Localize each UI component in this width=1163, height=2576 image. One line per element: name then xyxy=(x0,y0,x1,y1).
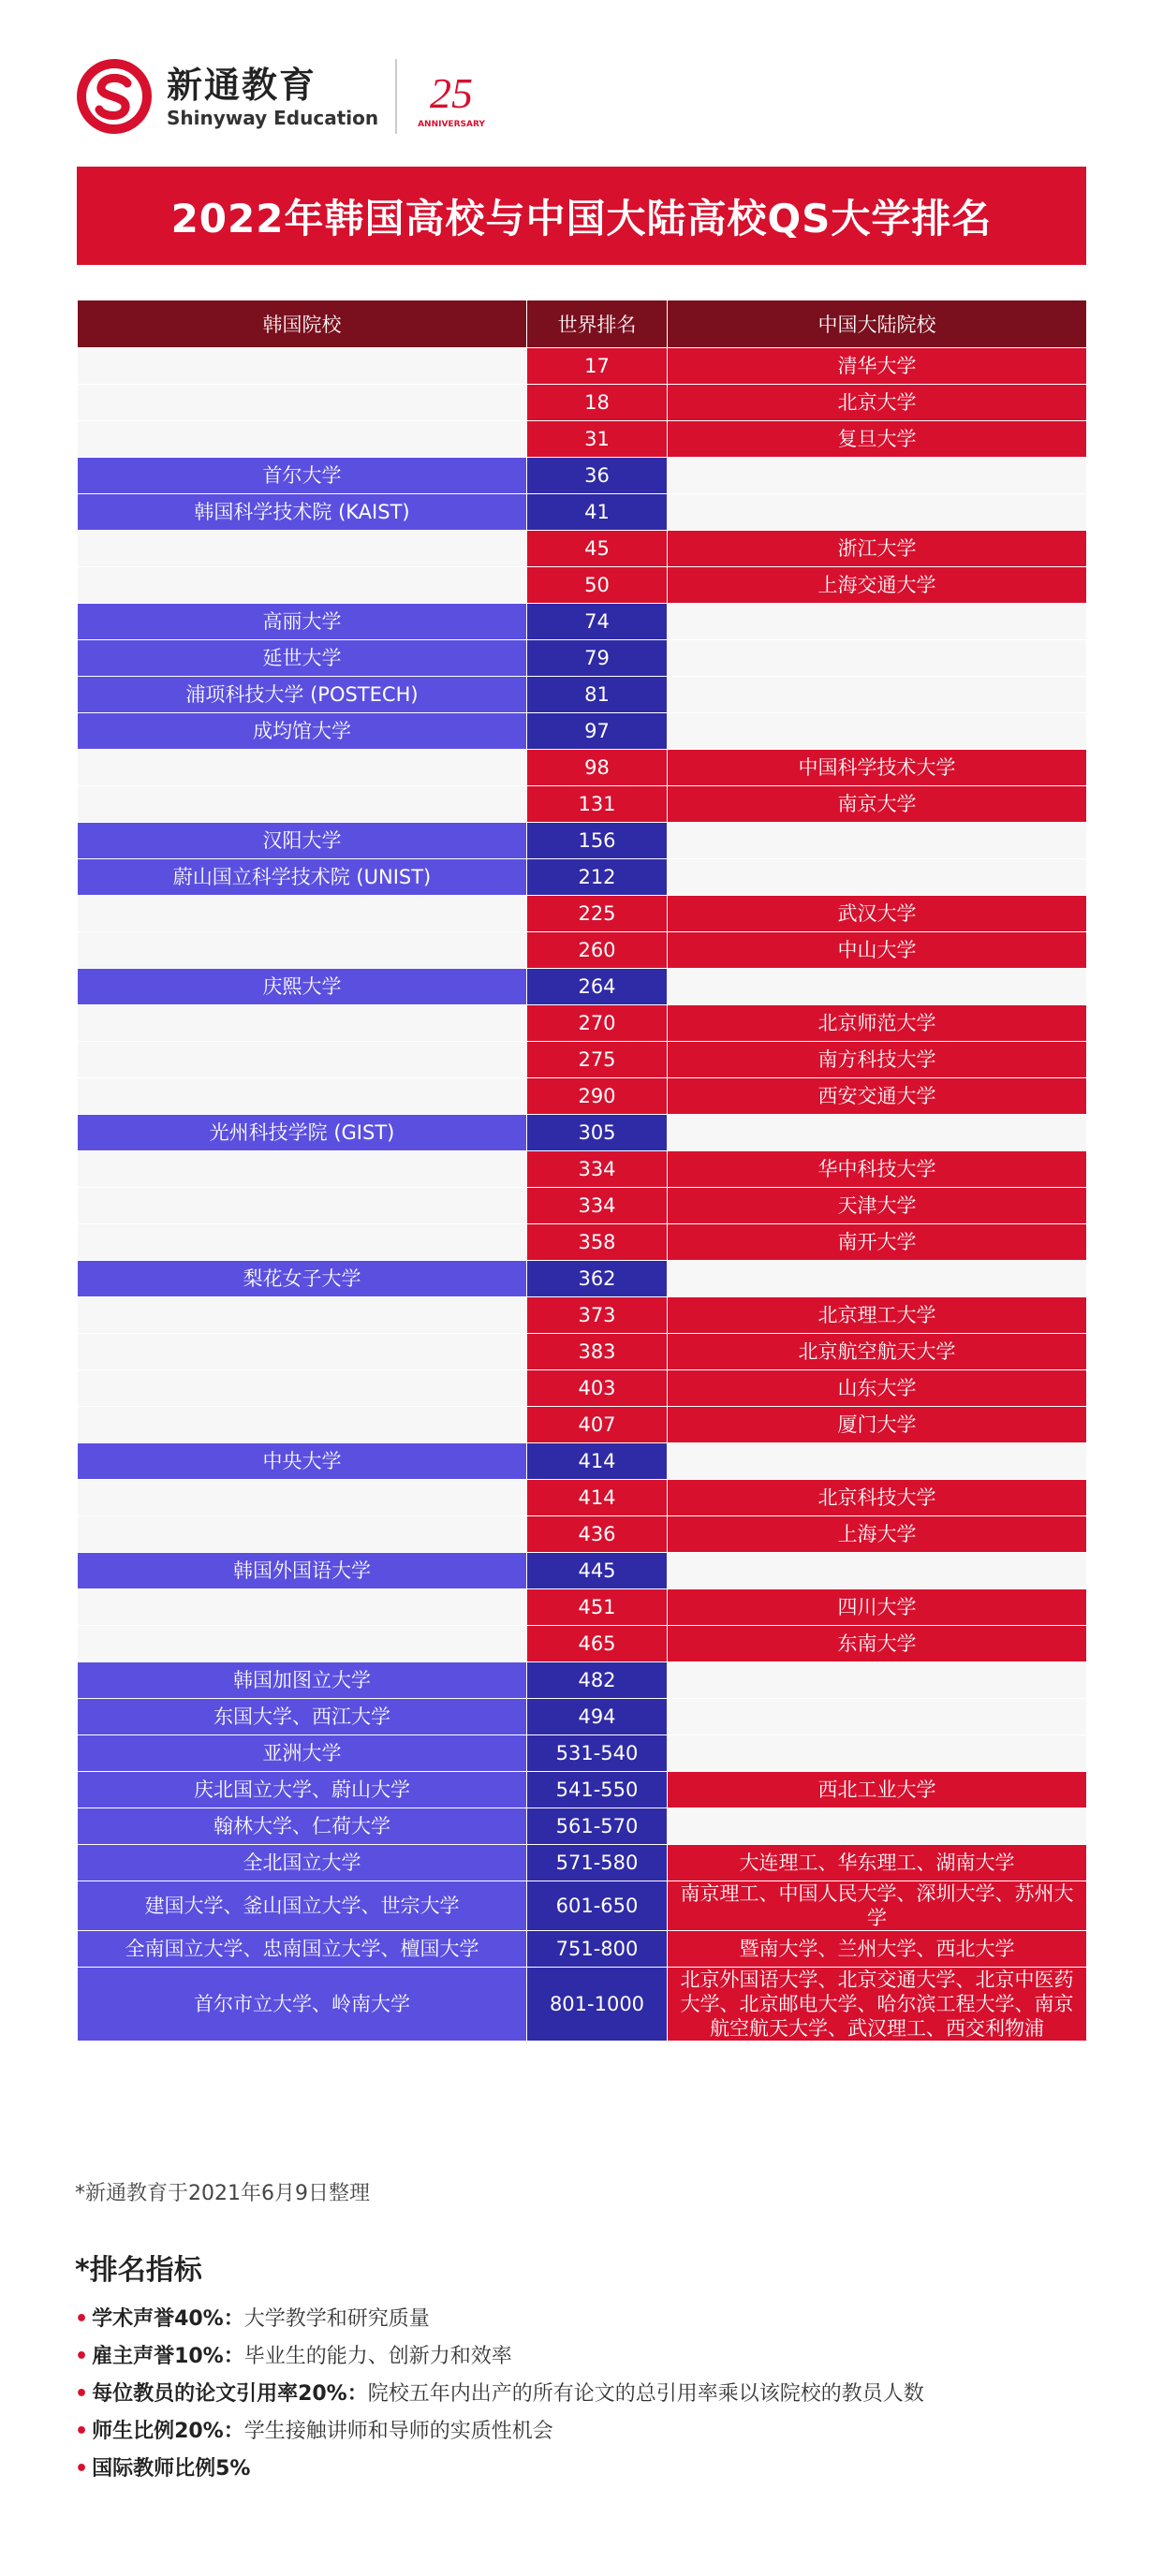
table-row xyxy=(78,1334,1087,1370)
korea-university-cell: 全北国立大学 xyxy=(78,1845,527,1881)
china-university-cell: 武汉大学 xyxy=(668,896,1087,932)
bullet-icon: • xyxy=(75,2345,89,2368)
korea-university-cell: 全南国立大学、忠南国立大学、檀国大学 xyxy=(78,1931,527,1968)
bullet-icon: • xyxy=(75,2382,89,2406)
china-university-cell: 浙江大学 xyxy=(668,531,1087,567)
china-university-cell xyxy=(668,713,1087,750)
rank-cell: 801-1000 xyxy=(527,1968,668,2042)
criteria-item xyxy=(75,2451,1086,2488)
table-row xyxy=(78,1931,1087,1968)
table-row xyxy=(78,750,1087,786)
table-row xyxy=(78,969,1087,1005)
korea-university-cell xyxy=(78,385,527,421)
rank-cell: 403 xyxy=(527,1370,668,1407)
korea-university-cell: 浦项科技大学 (POSTECH) xyxy=(78,677,527,713)
rank-cell: 275 xyxy=(527,1042,668,1078)
criteria-title: *排名指标 xyxy=(75,2254,202,2287)
table-row xyxy=(78,1516,1087,1553)
header-divider xyxy=(395,59,397,134)
china-university-cell xyxy=(668,1115,1087,1151)
table-row xyxy=(78,1553,1087,1589)
rank-cell: 414 xyxy=(527,1480,668,1516)
rank-cell: 17 xyxy=(527,348,668,385)
china-university-cell xyxy=(668,1261,1087,1297)
rank-cell: 270 xyxy=(527,1005,668,1042)
criteria-label: 每位教员的论文引用率20%： xyxy=(92,2382,368,2406)
shinyway-logo-icon xyxy=(75,57,154,136)
table-row xyxy=(78,1407,1087,1443)
criteria-label: 国际教师比例5% xyxy=(92,2457,251,2481)
table-row xyxy=(78,1881,1087,1931)
table-row xyxy=(78,1735,1087,1772)
anniversary-number: 25 xyxy=(430,69,474,117)
china-university-cell: 厦门大学 xyxy=(668,1407,1087,1443)
korea-university-cell: 翰林大学、仁荷大学 xyxy=(78,1808,527,1845)
korea-university-cell: 光州科技学院 (GIST) xyxy=(78,1115,527,1151)
table-row xyxy=(78,1151,1087,1188)
china-university-cell: 北京理工大学 xyxy=(668,1297,1087,1334)
rank-cell: 561-570 xyxy=(527,1808,668,1845)
china-university-cell: 复旦大学 xyxy=(668,421,1087,458)
china-university-cell: 北京外国语大学、北京交通大学、北京中医药大学、北京邮电大学、哈尔滨工程大学、南京航空航天大学、武汉理工、西交利物浦 xyxy=(668,1968,1087,2042)
china-university-cell xyxy=(668,604,1087,640)
ranking-table xyxy=(77,300,1087,2042)
korea-university-cell xyxy=(78,348,527,385)
criteria-label: 师生比例20%： xyxy=(92,2420,244,2443)
table-header-row xyxy=(78,300,1087,348)
table-row xyxy=(78,1370,1087,1407)
table-row xyxy=(78,1845,1087,1881)
rank-cell: 362 xyxy=(527,1261,668,1297)
korea-university-cell xyxy=(78,1516,527,1553)
table-row xyxy=(78,786,1087,823)
rank-cell: 445 xyxy=(527,1553,668,1589)
table-row xyxy=(78,1968,1087,2042)
korea-university-cell: 建国大学、釜山国立大学、世宗大学 xyxy=(78,1881,527,1931)
table-row xyxy=(78,1699,1087,1735)
table-row xyxy=(78,1662,1087,1699)
rank-cell: 31 xyxy=(527,421,668,458)
china-university-cell: 大连理工、华东理工、湖南大学 xyxy=(668,1845,1087,1881)
rank-cell: 541-550 xyxy=(527,1772,668,1808)
korea-university-cell: 首尔大学 xyxy=(78,458,527,494)
rank-cell: 260 xyxy=(527,932,668,969)
china-university-cell: 南方科技大学 xyxy=(668,1042,1087,1078)
china-university-cell: 中山大学 xyxy=(668,932,1087,969)
korea-university-cell xyxy=(78,932,527,969)
rank-cell: 81 xyxy=(527,677,668,713)
source-note: *新通教育于2021年6月9日整理 xyxy=(75,2182,370,2205)
criteria-desc: 学生接触讲师和导师的实质性机会 xyxy=(243,2420,553,2443)
korea-university-cell: 庆北国立大学、蔚山大学 xyxy=(78,1772,527,1808)
criteria-label: 雇主声誉10%： xyxy=(92,2345,244,2368)
china-university-cell: 上海大学 xyxy=(668,1516,1087,1553)
rank-cell: 290 xyxy=(527,1078,668,1115)
rank-cell: 97 xyxy=(527,713,668,750)
table-row xyxy=(78,823,1087,859)
rank-cell: 36 xyxy=(527,458,668,494)
rank-cell: 45 xyxy=(527,531,668,567)
korea-university-cell xyxy=(78,896,527,932)
china-university-cell: 中国科学技术大学 xyxy=(668,750,1087,786)
korea-university-cell xyxy=(78,1370,527,1407)
rank-cell: 451 xyxy=(527,1589,668,1626)
rank-cell: 334 xyxy=(527,1151,668,1188)
table-row xyxy=(78,531,1087,567)
china-university-cell: 北京师范大学 xyxy=(668,1005,1087,1042)
criteria-item xyxy=(75,2301,1086,2338)
rank-cell: 18 xyxy=(527,385,668,421)
table-row xyxy=(78,1042,1087,1078)
china-university-cell xyxy=(668,458,1087,494)
china-university-cell: 华中科技大学 xyxy=(668,1151,1087,1188)
korea-university-cell xyxy=(78,750,527,786)
header-korea: 韩国院校 xyxy=(78,300,527,348)
rank-cell: 264 xyxy=(527,969,668,1005)
criteria-list xyxy=(75,2301,1086,2488)
rank-cell: 407 xyxy=(527,1407,668,1443)
header xyxy=(75,54,489,139)
anniversary-label: ANNIVERSARY xyxy=(418,120,486,129)
korea-university-cell: 韩国科学技术院 (KAIST) xyxy=(78,494,527,531)
table-row xyxy=(78,677,1087,713)
table-row xyxy=(78,458,1087,494)
korea-university-cell xyxy=(78,1297,527,1334)
rank-cell: 212 xyxy=(527,859,668,896)
rank-cell: 531-540 xyxy=(527,1735,668,1772)
china-university-cell: 天津大学 xyxy=(668,1188,1087,1224)
rank-cell: 383 xyxy=(527,1334,668,1370)
china-university-cell: 南开大学 xyxy=(668,1224,1087,1261)
criteria-desc: 大学教学和研究质量 xyxy=(243,2307,430,2331)
rank-cell: 494 xyxy=(527,1699,668,1735)
china-university-cell xyxy=(668,1443,1087,1480)
china-university-cell xyxy=(668,1808,1087,1845)
korea-university-cell xyxy=(78,1626,527,1662)
rank-cell: 482 xyxy=(527,1662,668,1699)
china-university-cell: 南京大学 xyxy=(668,786,1087,823)
rank-cell: 50 xyxy=(527,567,668,604)
china-university-cell: 北京科技大学 xyxy=(668,1480,1087,1516)
table-row xyxy=(78,859,1087,896)
china-university-cell xyxy=(668,494,1087,531)
rank-cell: 751-800 xyxy=(527,1931,668,1968)
china-university-cell xyxy=(668,969,1087,1005)
korea-university-cell: 中央大学 xyxy=(78,1443,527,1480)
table-row xyxy=(78,348,1087,385)
table-row xyxy=(78,567,1087,604)
korea-university-cell xyxy=(78,786,527,823)
table-row xyxy=(78,1626,1087,1662)
korea-university-cell: 汉阳大学 xyxy=(78,823,527,859)
brand-name-cn: 新通教育 xyxy=(167,65,317,106)
criteria-desc: 院校五年内出产的所有论文的总引用率乘以该院校的教员人数 xyxy=(367,2382,924,2406)
rank-cell: 601-650 xyxy=(527,1881,668,1931)
brand-text xyxy=(167,64,378,129)
korea-university-cell xyxy=(78,1589,527,1626)
korea-university-cell: 蔚山国立科学技术院 (UNIST) xyxy=(78,859,527,896)
criteria-item xyxy=(75,2413,1086,2451)
china-university-cell: 清华大学 xyxy=(668,348,1087,385)
korea-university-cell xyxy=(78,1334,527,1370)
korea-university-cell xyxy=(78,531,527,567)
china-university-cell: 东南大学 xyxy=(668,1626,1087,1662)
korea-university-cell: 首尔市立大学、岭南大学 xyxy=(78,1968,527,2042)
criteria-section xyxy=(75,2247,1086,2488)
korea-university-cell xyxy=(78,1407,527,1443)
bullet-icon: • xyxy=(75,2420,89,2443)
china-university-cell: 西北工业大学 xyxy=(668,1772,1087,1808)
bullet-icon: • xyxy=(75,2457,89,2481)
china-university-cell: 北京航空航天大学 xyxy=(668,1334,1087,1370)
korea-university-cell: 韩国加图立大学 xyxy=(78,1662,527,1699)
brand-name-en: Shinyway Education xyxy=(167,107,379,129)
korea-university-cell: 延世大学 xyxy=(78,640,527,677)
china-university-cell xyxy=(668,640,1087,677)
table-row xyxy=(78,1443,1087,1480)
rank-cell: 131 xyxy=(527,786,668,823)
table-row xyxy=(78,1480,1087,1516)
rank-cell: 373 xyxy=(527,1297,668,1334)
korea-university-cell: 高丽大学 xyxy=(78,604,527,640)
table-row xyxy=(78,1115,1087,1151)
china-university-cell xyxy=(668,1735,1087,1772)
table-row xyxy=(78,421,1087,458)
table-row xyxy=(78,1005,1087,1042)
rank-cell: 414 xyxy=(527,1443,668,1480)
china-university-cell xyxy=(668,823,1087,859)
rank-cell: 79 xyxy=(527,640,668,677)
page-title: 2022年韩国高校与中国大陆高校QS大学排名 xyxy=(77,167,1086,265)
korea-university-cell xyxy=(78,1188,527,1224)
criteria-item xyxy=(75,2338,1086,2376)
table-row xyxy=(78,1078,1087,1115)
korea-university-cell xyxy=(78,1078,527,1115)
china-university-cell: 四川大学 xyxy=(668,1589,1087,1626)
table-row xyxy=(78,385,1087,421)
rank-cell: 41 xyxy=(527,494,668,531)
china-university-cell xyxy=(668,677,1087,713)
korea-university-cell: 梨花女子大学 xyxy=(78,1261,527,1297)
china-university-cell xyxy=(668,1699,1087,1735)
rank-cell: 74 xyxy=(527,604,668,640)
rank-cell: 334 xyxy=(527,1188,668,1224)
bullet-icon: • xyxy=(75,2307,89,2331)
korea-university-cell xyxy=(78,1224,527,1261)
table-row xyxy=(78,1188,1087,1224)
china-university-cell: 北京大学 xyxy=(668,385,1087,421)
header-china: 中国大陆院校 xyxy=(668,300,1087,348)
korea-university-cell: 东国大学、西江大学 xyxy=(78,1699,527,1735)
china-university-cell: 上海交通大学 xyxy=(668,567,1087,604)
korea-university-cell: 韩国外国语大学 xyxy=(78,1553,527,1589)
table-body xyxy=(78,348,1087,2042)
rank-cell: 436 xyxy=(527,1516,668,1553)
table-row xyxy=(78,1224,1087,1261)
china-university-cell: 山东大学 xyxy=(668,1370,1087,1407)
china-university-cell xyxy=(668,1553,1087,1589)
korea-university-cell xyxy=(78,1480,527,1516)
table-row xyxy=(78,1772,1087,1808)
rank-cell: 305 xyxy=(527,1115,668,1151)
table-row xyxy=(78,713,1087,750)
rank-cell: 156 xyxy=(527,823,668,859)
table-row xyxy=(78,1808,1087,1845)
rank-cell: 98 xyxy=(527,750,668,786)
table-row xyxy=(78,1297,1087,1334)
china-university-cell: 暨南大学、兰州大学、西北大学 xyxy=(668,1931,1087,1968)
korea-university-cell xyxy=(78,1042,527,1078)
china-university-cell: 西安交通大学 xyxy=(668,1078,1087,1115)
china-university-cell xyxy=(668,1662,1087,1699)
table-row xyxy=(78,1589,1087,1626)
table-row xyxy=(78,932,1087,969)
criteria-desc: 毕业生的能力、创新力和效率 xyxy=(243,2345,512,2368)
header-rank: 世界排名 xyxy=(527,300,668,348)
criteria-item xyxy=(75,2376,1086,2413)
korea-university-cell xyxy=(78,567,527,604)
table-row xyxy=(78,1261,1087,1297)
rank-cell: 571-580 xyxy=(527,1845,668,1881)
rank-cell: 465 xyxy=(527,1626,668,1662)
rank-cell: 225 xyxy=(527,896,668,932)
table-row xyxy=(78,494,1087,531)
table-row xyxy=(78,604,1087,640)
korea-university-cell xyxy=(78,421,527,458)
korea-university-cell xyxy=(78,1151,527,1188)
table-row xyxy=(78,896,1087,932)
korea-university-cell: 成均馆大学 xyxy=(78,713,527,750)
table-row xyxy=(78,640,1087,677)
anniversary-badge xyxy=(414,59,489,134)
rank-cell: 358 xyxy=(527,1224,668,1261)
china-university-cell: 南京理工、中国人民大学、深圳大学、苏州大学 xyxy=(668,1881,1087,1931)
korea-university-cell: 庆熙大学 xyxy=(78,969,527,1005)
korea-university-cell xyxy=(78,1005,527,1042)
criteria-label: 学术声誉40%： xyxy=(92,2307,244,2331)
korea-university-cell: 亚洲大学 xyxy=(78,1735,527,1772)
china-university-cell xyxy=(668,859,1087,896)
